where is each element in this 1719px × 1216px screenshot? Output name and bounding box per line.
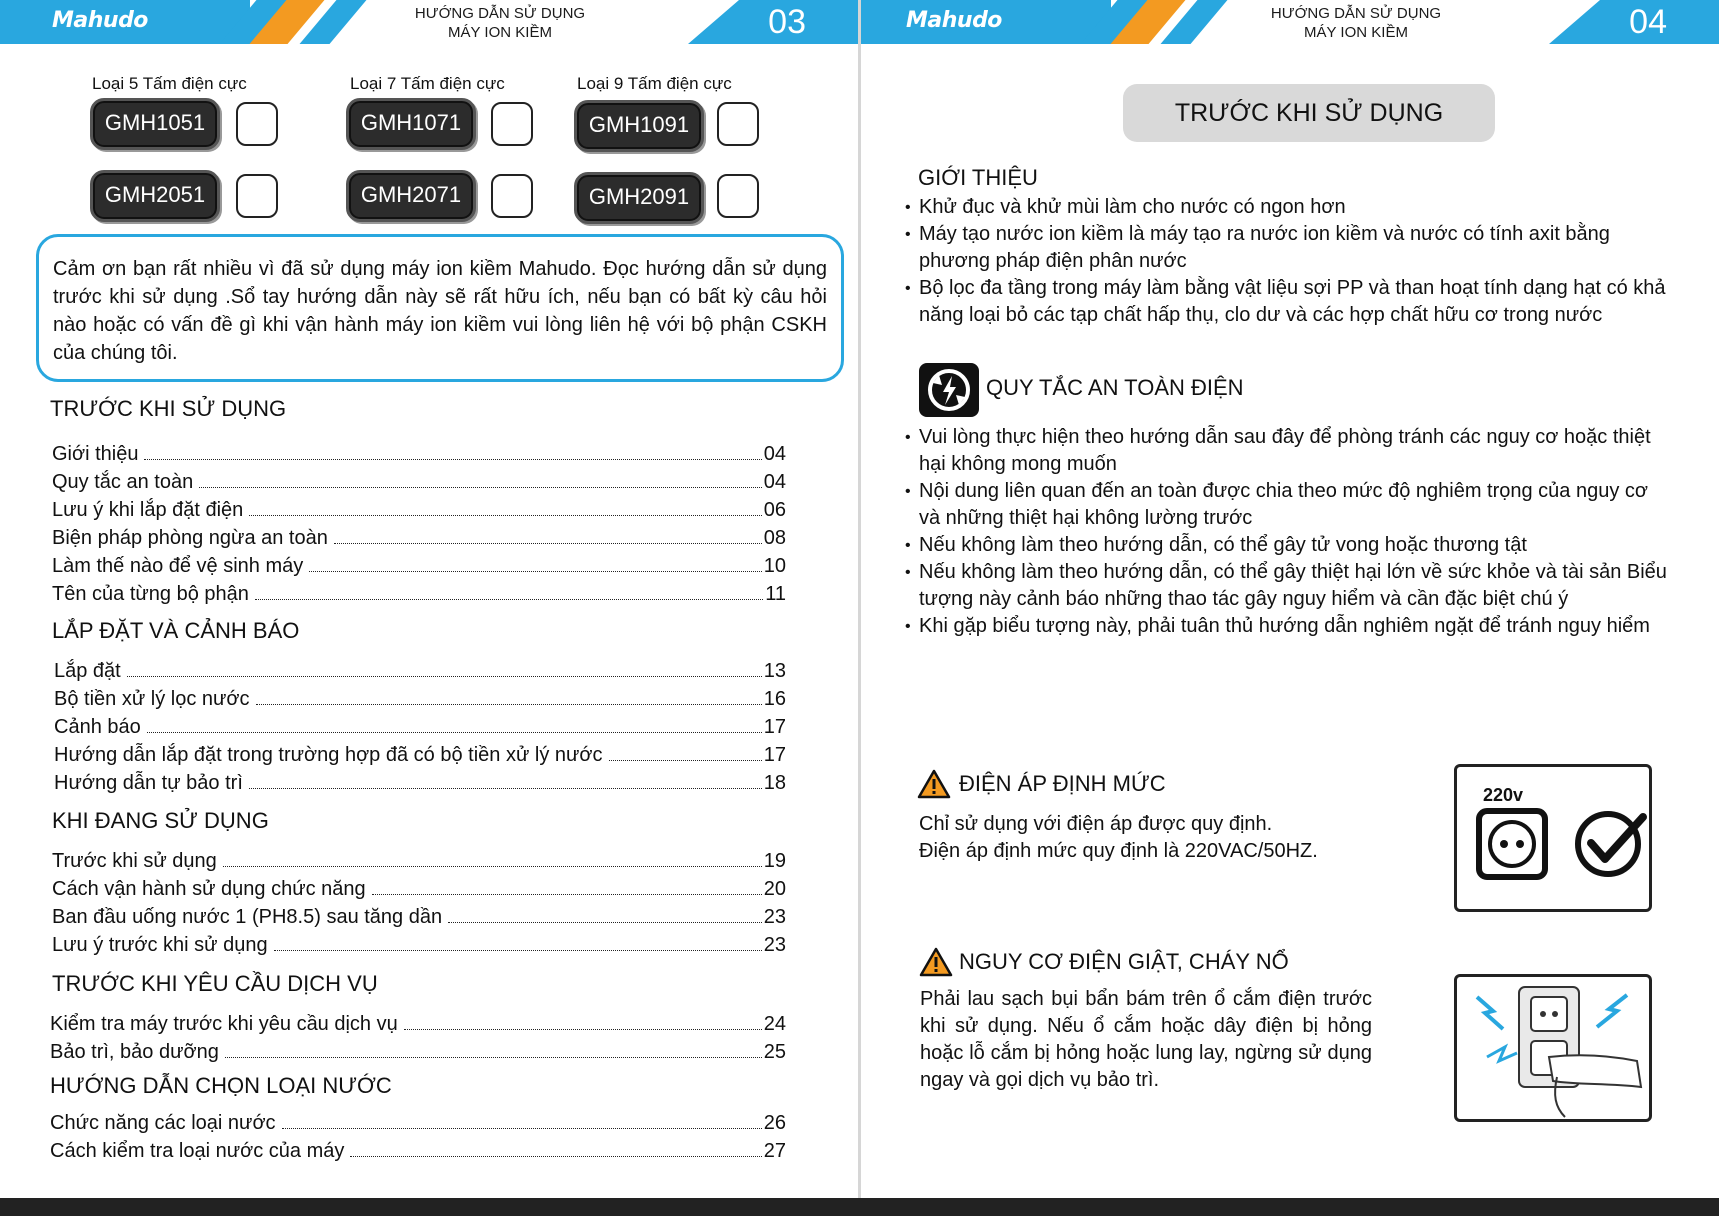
- section-banner: TRƯỚC KHI SỬ DỤNG: [1123, 84, 1495, 142]
- model-checkbox[interactable]: [717, 102, 759, 146]
- toc-section-title: LẮP ĐẶT VÀ CẢNH BÁO: [52, 618, 300, 643]
- voltage-illustration: [1454, 764, 1652, 912]
- toc-item[interactable]: Cảnh báo 17: [54, 716, 786, 738]
- socket-check-icon: [1475, 807, 1651, 887]
- type7-label: Loại 7 Tấm điện cực: [350, 74, 505, 93]
- brand-logo: Mahudo: [52, 8, 148, 33]
- toc-section-title: TRƯỚC KHI YÊU CẦU DỊCH VỤ: [52, 971, 378, 996]
- safety-bullets: [905, 424, 1673, 640]
- toc-item[interactable]: Hướng dẫn lắp đặt trong trường hợp đã có bộ tiền xử lý nước 17: [54, 744, 786, 766]
- warning-icon: [917, 769, 951, 799]
- shock-heading: NGUY CƠ ĐIỆN GIẬT, CHÁY NỔ: [959, 949, 1289, 974]
- model-gmh1091: GMH1091: [574, 100, 704, 152]
- model-checkbox[interactable]: [236, 174, 278, 218]
- intro-text: Cảm ơn bạn rất nhiều vì đã sử dụng máy ion kiềm Mahudo. Đọc hướng dẫn sử dụng trước khi sử dụng .Sổ tay hướng dẫn này sẽ rất hữu ích, nếu bạn có bất kỳ câu hỏi nào hoặc có vấn đề gì khi vận hành máy ion kiềm vui lòng liên hệ với bộ phận CSKH của chúng tôi.: [53, 258, 827, 364]
- electric-shock-illustration: [1454, 974, 1652, 1122]
- toc-item[interactable]: Bảo trì, bảo dưỡng 25: [50, 1041, 786, 1063]
- list-item: • Vui lòng thực hiện theo hướng dẫn sau đây để phòng tránh các nguy cơ hoặc thiệt hại không mong muốn: [905, 424, 1673, 478]
- brand-logo: Mahudo: [906, 8, 1002, 33]
- safety-heading: QUY TẮC AN TOÀN ĐIỆN: [986, 375, 1244, 400]
- toc-section-title: KHI ĐANG SỬ DỤNG: [52, 808, 269, 833]
- type5-label: Loại 5 Tấm điện cực: [92, 74, 247, 93]
- intro-box: [36, 234, 844, 382]
- toc-item[interactable]: Quy tắc an toàn 04: [52, 471, 786, 493]
- intro-heading: GIỚI THIỆU: [918, 165, 1038, 190]
- model-gmh1051: GMH1051: [90, 98, 220, 150]
- list-item: • Khi gặp biểu tượng này, phải tuân thủ hướng dẫn nghiêm ngặt để tránh nguy hiểm: [905, 613, 1673, 640]
- toc-item[interactable]: Lưu ý trước khi sử dụng 23: [52, 934, 786, 956]
- page-header: [861, 0, 1719, 44]
- model-checkbox[interactable]: [491, 174, 533, 218]
- right-page: [861, 0, 1719, 1216]
- type9-label: Loại 9 Tấm điện cực: [577, 74, 732, 93]
- toc-item[interactable]: Ban đầu uống nước 1 (PH8.5) sau tăng dần 23: [52, 906, 786, 928]
- model-gmh1071: GMH1071: [346, 98, 476, 150]
- toc-item[interactable]: Lưu ý khi lắp đặt điện 06: [52, 499, 786, 521]
- list-item: • Khử đục và khử mùi làm cho nước có ngon hơn: [905, 194, 1673, 221]
- toc-item[interactable]: Cách kiểm tra loại nước của máy 27: [50, 1140, 786, 1162]
- toc-item[interactable]: Chức năng các loại nước 26: [50, 1112, 786, 1134]
- toc-item[interactable]: Làm thế nào để vệ sinh máy 10: [52, 555, 786, 577]
- toc-item[interactable]: Trước khi sử dụng 19: [52, 850, 786, 872]
- electric-safety-icon: [919, 363, 979, 417]
- intro-bullets: [905, 194, 1673, 329]
- model-checkbox[interactable]: [236, 102, 278, 146]
- page-number: 03: [768, 3, 806, 41]
- shock-text: Phải lau sạch bụi bẩn bám trên ổ cắm điện trước khi sử dụng. Nếu ổ cắm hoặc dây điện bị hỏng hoặc lỗ cắm bị hỏng hoặc lung lay, ngừng sử dụng ngay và gọi dịch vụ bảo trì.: [920, 988, 1372, 1091]
- bottom-bar: [0, 1198, 1719, 1216]
- header-title: HƯỚNG DẪN SỬ DỤNG MÁY ION KIỀM: [414, 5, 586, 41]
- warning-icon: [919, 947, 953, 977]
- toc-item[interactable]: Lắp đặt 13: [54, 660, 786, 682]
- header-title: HƯỚNG DẪN SỬ DỤNG MÁY ION KIỀM: [1270, 5, 1442, 41]
- model-gmh2051: GMH2051: [90, 170, 220, 222]
- toc-item[interactable]: Giới thiệu 04: [52, 443, 786, 465]
- toc-item[interactable]: Cách vận hành sử dụng chức năng 20: [52, 878, 786, 900]
- toc-item[interactable]: Hướng dẫn tự bảo trì 18: [54, 772, 786, 794]
- list-item: • Máy tạo nước ion kiềm là máy tạo ra nước ion kiềm và nước có tính axit bằng phương pháp điện phân nước: [905, 221, 1673, 275]
- toc-section-title: TRƯỚC KHI SỬ DỤNG: [50, 396, 287, 421]
- list-item: • Nếu không làm theo hướng dẫn, có thể gây thiệt hại lớn về sức khỏe và tài sản Biểu tượng này cảnh báo những thao tác gây nguy hiểm và cần đặc biệt chú ý: [905, 559, 1673, 613]
- model-gmh2091: GMH2091: [574, 172, 704, 224]
- list-item: • Bộ lọc đa tầng trong máy làm bằng vật liệu sợi PP và than hoạt tính dạng hạt có khả năng loại bỏ các tạp chất hấp thụ, clo dư và các hợp chất hữu cơ trong nước: [905, 275, 1673, 329]
- voltage-text: Chỉ sử dụng với điện áp được quy định. Điện áp định mức quy định là 220VAC/50HZ.: [919, 813, 1318, 862]
- list-item: • Nếu không làm theo hướng dẫn, có thể gây tử vong hoặc thương tật: [905, 532, 1673, 559]
- page-header: [0, 0, 858, 44]
- left-page: [0, 0, 858, 1216]
- model-gmh2071: GMH2071: [346, 170, 476, 222]
- toc-item[interactable]: Biện pháp phòng ngừa an toàn 08: [52, 527, 786, 549]
- toc-item[interactable]: Bộ tiền xử lý lọc nước 16: [54, 688, 786, 710]
- model-checkbox[interactable]: [491, 102, 533, 146]
- toc-item[interactable]: Kiểm tra máy trước khi yêu cầu dịch vụ 24: [50, 1013, 786, 1035]
- model-checkbox[interactable]: [717, 174, 759, 218]
- voltage-badge: 220v: [1483, 785, 1524, 805]
- page-number: 04: [1629, 3, 1667, 41]
- toc-section-title: HƯỚNG DẪN CHỌN LOẠI NƯỚC: [50, 1073, 392, 1098]
- voltage-heading: ĐIỆN ÁP ĐỊNH MỨC: [959, 771, 1166, 796]
- toc-item[interactable]: Tên của từng bộ phận 11: [52, 583, 786, 605]
- list-item: • Nội dung liên quan đến an toàn được chia theo mức độ nghiêm trọng của nguy cơ và những thiệt hại không lường trước: [905, 478, 1673, 532]
